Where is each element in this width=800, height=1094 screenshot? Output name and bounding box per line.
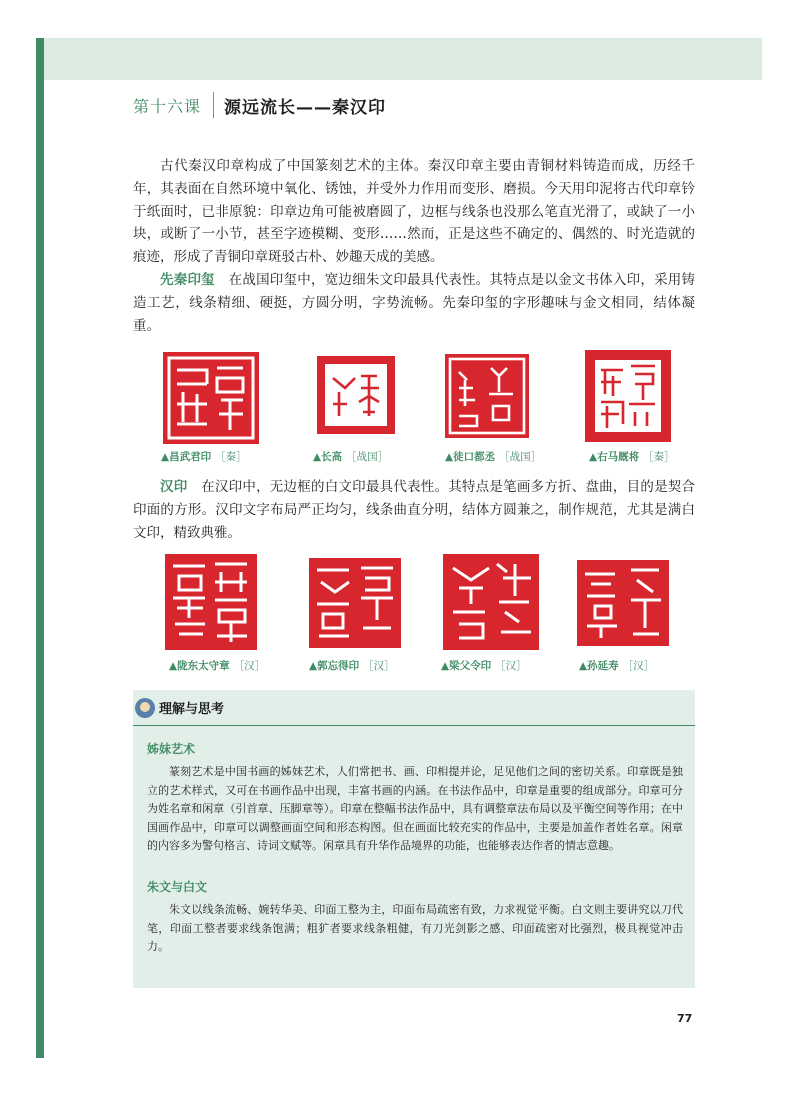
think-header [133,690,695,726]
seal-image-longdong [165,554,257,650]
intro-section [133,155,695,337]
seal-image-liangfu [443,554,539,650]
qin-seal-row [133,348,695,466]
section-text-zhu-bai: 朱文以线条流畅、婉转华美、印面工整为主，印面布局疏密有致，力求视觉平衡。白文则主要讲究以刀代笔，印面工整者要求线条饱满；粗犷者要求线条粗健，有刀光剑影之感、印面疏密对比强烈，极具视觉冲击力。 [147,903,683,954]
student-avatar-icon [135,698,155,718]
left-margin-bar [36,38,44,1058]
section-heading-sister-art: 姊妹艺术 [147,742,196,756]
han-term: 汉印 [160,479,188,495]
seal-image-changgao [317,356,395,434]
caption-longdong: ▲陇东太守章 ［汉］ [169,660,266,672]
caption-tudu: ▲徒口都丞 ［战国］ [445,451,542,463]
section-text-sister-art: 篆刻艺术是中国书画的姊妹艺术，人们常把书、画、印相提并论，足见他们之间的密切关系。印章既是独立的艺术样式，又可在书画作品中出现，丰富书画的内涵。在书法作品中，印章是重要的组成部分。印章可分为姓名章和闲章（引首章、压脚章等）。印章在整幅书法作品中，具有调整章法布局以及平衡空间等作用；在中国画作品中，印章可以调整画面空间和形态构图。但在画面比较充实的作品中，主要是加盖作者姓名章。闲章的内容多为警句格言、诗词文赋等。闲章具有升华作品境界的功能，也能够表达作者的情志意趣。 [147,765,683,853]
section-heading-zhu-bai: 朱文与白文 [147,880,208,894]
caption-guowangde: ▲郭忘得印 ［汉］ [309,660,395,672]
seal-image-changwujun [163,352,259,444]
han-section [133,476,695,544]
han-text: 在汉印中，无边框的白文印最具代表性。其特点是笔画多方折、盘曲，目的是契合印面的方形。汉印文字布局严正均匀，线条曲直分明，结体方圆兼之，制作规范，尤其是满白文印，精致典雅。 [133,479,696,541]
qin-term: 先秦印玺 [160,271,215,288]
page-number: 77 [677,1012,693,1025]
seal-image-sunyanshou [577,560,669,646]
han-seal-row [133,552,695,674]
lesson-header [133,92,386,118]
intro-paragraph: 古代秦汉印章构成了中国篆刻艺术的主体。秦汉印章主要由青铜材料铸造而成，历经千年，其表面在自然环境中氧化、锈蚀，并受外力作用而变形、磨损。今天用印泥将古代印章钤于纸面时，已非原貌：印章边角可能被磨圆了，边框与线条也没那么笔直光滑了，或缺了一小块，或断了一小节，甚至字迹模糊、变形……然而，正是这些不确定的、偶然的、时光造就的痕迹，形成了青铜印章斑驳古朴、妙趣天成的美感。 [133,158,695,266]
seal-image-guowangde [309,558,401,648]
seal-image-tudu [445,354,529,438]
caption-liangfu: ▲梁父令印 ［汉］ [441,660,527,672]
qin-text: 在战国印玺中，宽边细朱文印最具代表性。其特点是以金文书体入印，采用铸造工艺，线条精细、硬挺，方圆分明，字势流畅。先秦印玺的字形趣味与金文相同，结体凝重。 [133,271,696,334]
caption-youmajiujiang: ▲右马厩将 ［秦］ [589,451,675,463]
seal-image-youmajiujiang [585,350,671,442]
lesson-title: 源远流长——秦汉印 [224,97,387,118]
think-title: 理解与思考 [159,702,225,717]
han-paragraph [133,476,695,544]
header-band [44,38,762,80]
lesson-number: 第十六课 [133,96,202,116]
caption-changgao: ▲长高 ［战国］ [313,451,389,463]
caption-sunyanshou: ▲孙延寿 ［汉］ [579,660,655,672]
qin-paragraph [133,269,695,337]
caption-changwujun: ▲昌武君印 ［秦］ [161,451,247,463]
think-box [133,690,695,988]
lesson-separator [213,92,214,118]
